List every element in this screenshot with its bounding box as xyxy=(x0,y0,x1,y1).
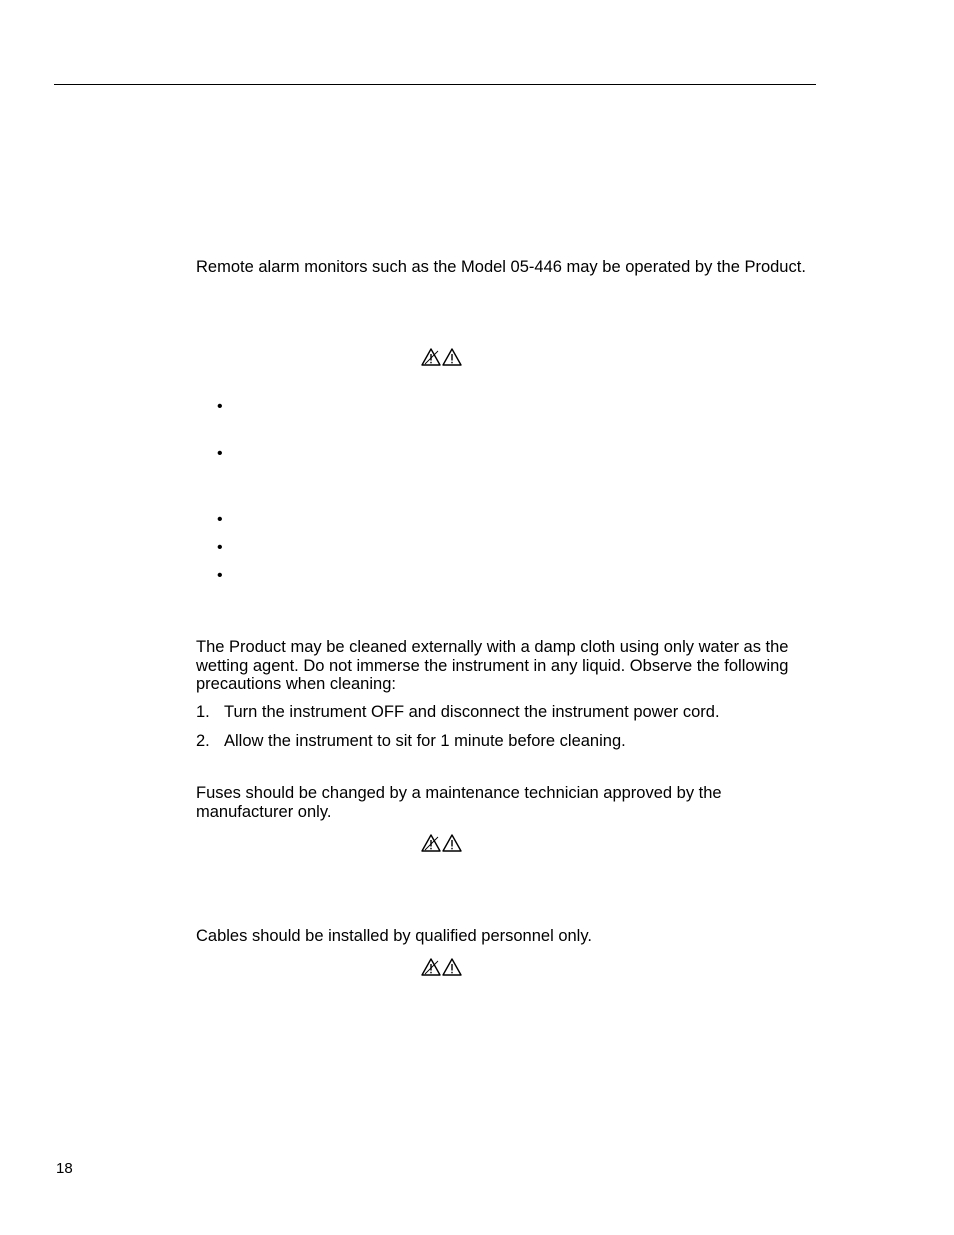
cleaning-paragraph: The Product may be cleaned externally with a damp cloth using only water as the wetting agent. Do not immerse the instrument in any liquid. Observe the following precautions when cleaning: xyxy=(196,638,789,693)
cleaning-step-2 xyxy=(196,732,626,751)
step-text: Turn the instrument OFF and disconnect the instrument power cord. xyxy=(224,703,720,721)
header-rule xyxy=(54,84,816,85)
bullet-4: • xyxy=(217,539,223,556)
warning-triangle-icon xyxy=(421,833,463,853)
warning-triangle-icon xyxy=(421,347,463,367)
warning-triangle-icon xyxy=(421,957,463,977)
page-number: 18 xyxy=(56,1160,73,1177)
remote-alarm-paragraph: Remote alarm monitors such as the Model 05-446 may be operated by the Product. xyxy=(196,258,806,276)
step-number: 1. xyxy=(196,703,210,721)
cleaning-step-1 xyxy=(196,703,720,722)
bullet-3: • xyxy=(217,511,223,528)
bullet-5: • xyxy=(217,567,223,584)
fuses-paragraph: Fuses should be changed by a maintenance technician approved by the manufacturer only. xyxy=(196,784,722,821)
bullet-2: • xyxy=(217,445,223,462)
step-number: 2. xyxy=(196,732,210,750)
step-text: Allow the instrument to sit for 1 minute before cleaning. xyxy=(224,732,626,750)
bullet-1: • xyxy=(217,398,223,415)
cables-paragraph: Cables should be installed by qualified personnel only. xyxy=(196,927,592,945)
